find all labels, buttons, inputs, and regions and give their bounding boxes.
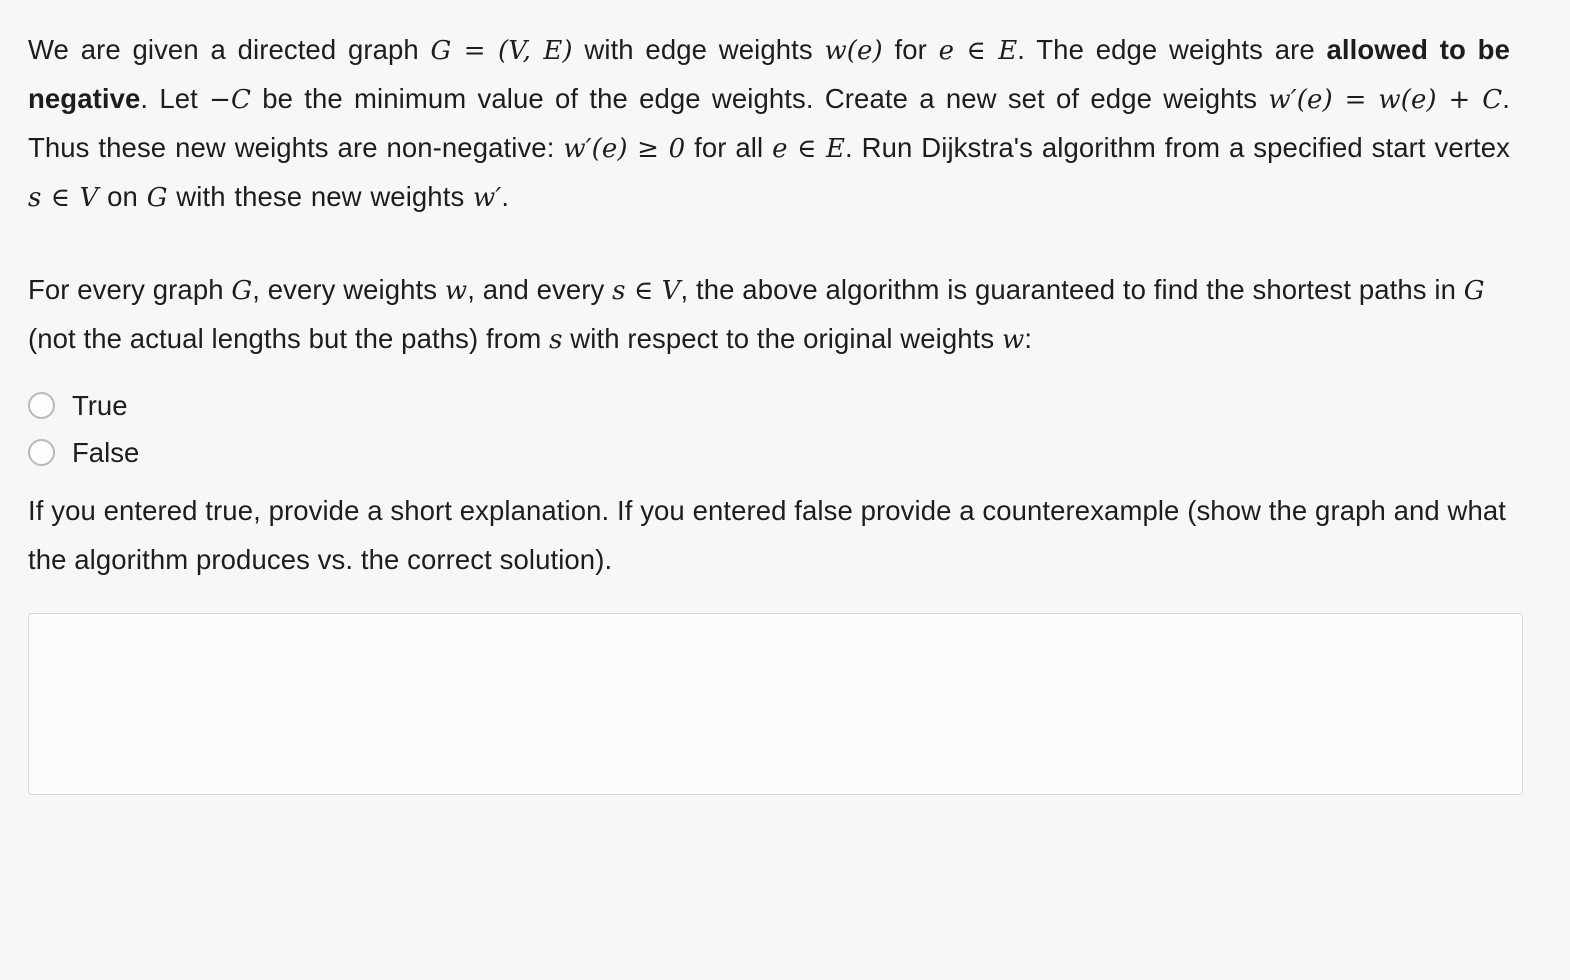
radio-button-false[interactable] — [28, 439, 55, 466]
math-graph-G: G — [146, 182, 168, 213]
math-weights-w-2: w — [1001, 324, 1025, 355]
text-segment: . Let — [140, 82, 210, 114]
text-segment: : — [1024, 322, 1033, 354]
choice-true[interactable] — [28, 389, 1510, 421]
math-edge-membership: e ∈ E — [938, 36, 1018, 66]
text-segment: for — [882, 34, 939, 65]
text-segment: , every weights — [252, 273, 445, 305]
math-new-weights: w′ — [473, 182, 502, 213]
math-graph-definition: G = (V, E) — [430, 36, 573, 66]
emphasis-allowed-negative: allowed to be negative — [28, 34, 1510, 114]
math-edge-weight: w(e) — [824, 36, 883, 66]
instructions-paragraph: If you entered true, provide a short explanation. If you entered false provide a counterexample (show the graph and what the algorithm produces vs. the correct solution). — [28, 494, 1507, 575]
math-minus-C: −C — [209, 84, 252, 115]
math-graph-G-2: G — [1463, 275, 1485, 306]
answer-textarea[interactable] — [28, 613, 1523, 795]
math-vertex-s: s — [549, 324, 563, 355]
text-segment: with edge weights — [572, 34, 825, 65]
math-edge-membership-2: e ∈ E — [772, 133, 846, 164]
radio-button-true[interactable] — [28, 392, 55, 419]
answer-choice-list — [28, 389, 1510, 469]
text-segment: . Run Dijkstra's algorithm from a specified start vertex — [845, 131, 1510, 163]
math-start-vertex: s ∈ V — [612, 275, 681, 306]
text-segment: We are given a directed graph — [28, 34, 431, 65]
question-claim-paragraph — [28, 266, 1510, 364]
text-segment: . Thus these new weights are non-negative: — [28, 82, 1511, 163]
math-nonnegative-condition: w′(e) ≥ 0 — [563, 133, 686, 164]
text-segment: for all — [685, 131, 773, 163]
text-segment: . — [501, 180, 510, 212]
math-graph-G: G — [231, 275, 253, 306]
text-segment: . The edge weights are — [1017, 34, 1327, 65]
text-segment: with respect to the original weights — [562, 322, 1002, 354]
text-segment: with these new weights — [167, 180, 474, 212]
choice-label-false: False — [72, 437, 140, 469]
math-start-vertex: s ∈ V — [28, 182, 99, 213]
choice-false[interactable] — [28, 439, 1510, 467]
math-weights-w: w — [444, 275, 468, 306]
text-segment: be the minimum value of the edge weights. Create a new set of edge weights — [251, 82, 1269, 114]
question-statement-paragraph — [28, 26, 1510, 222]
choice-label-true: True — [72, 389, 128, 421]
text-segment: on — [98, 180, 147, 212]
text-segment: For every graph — [28, 273, 232, 305]
math-new-weight-definition: w′(e) = w(e) + C — [1268, 84, 1503, 115]
text-segment: , the above algorithm is guaranteed to find the shortest paths in — [680, 273, 1464, 305]
text-segment: , and every — [467, 273, 613, 305]
text-segment: (not the actual lengths but the paths) from — [28, 322, 550, 354]
